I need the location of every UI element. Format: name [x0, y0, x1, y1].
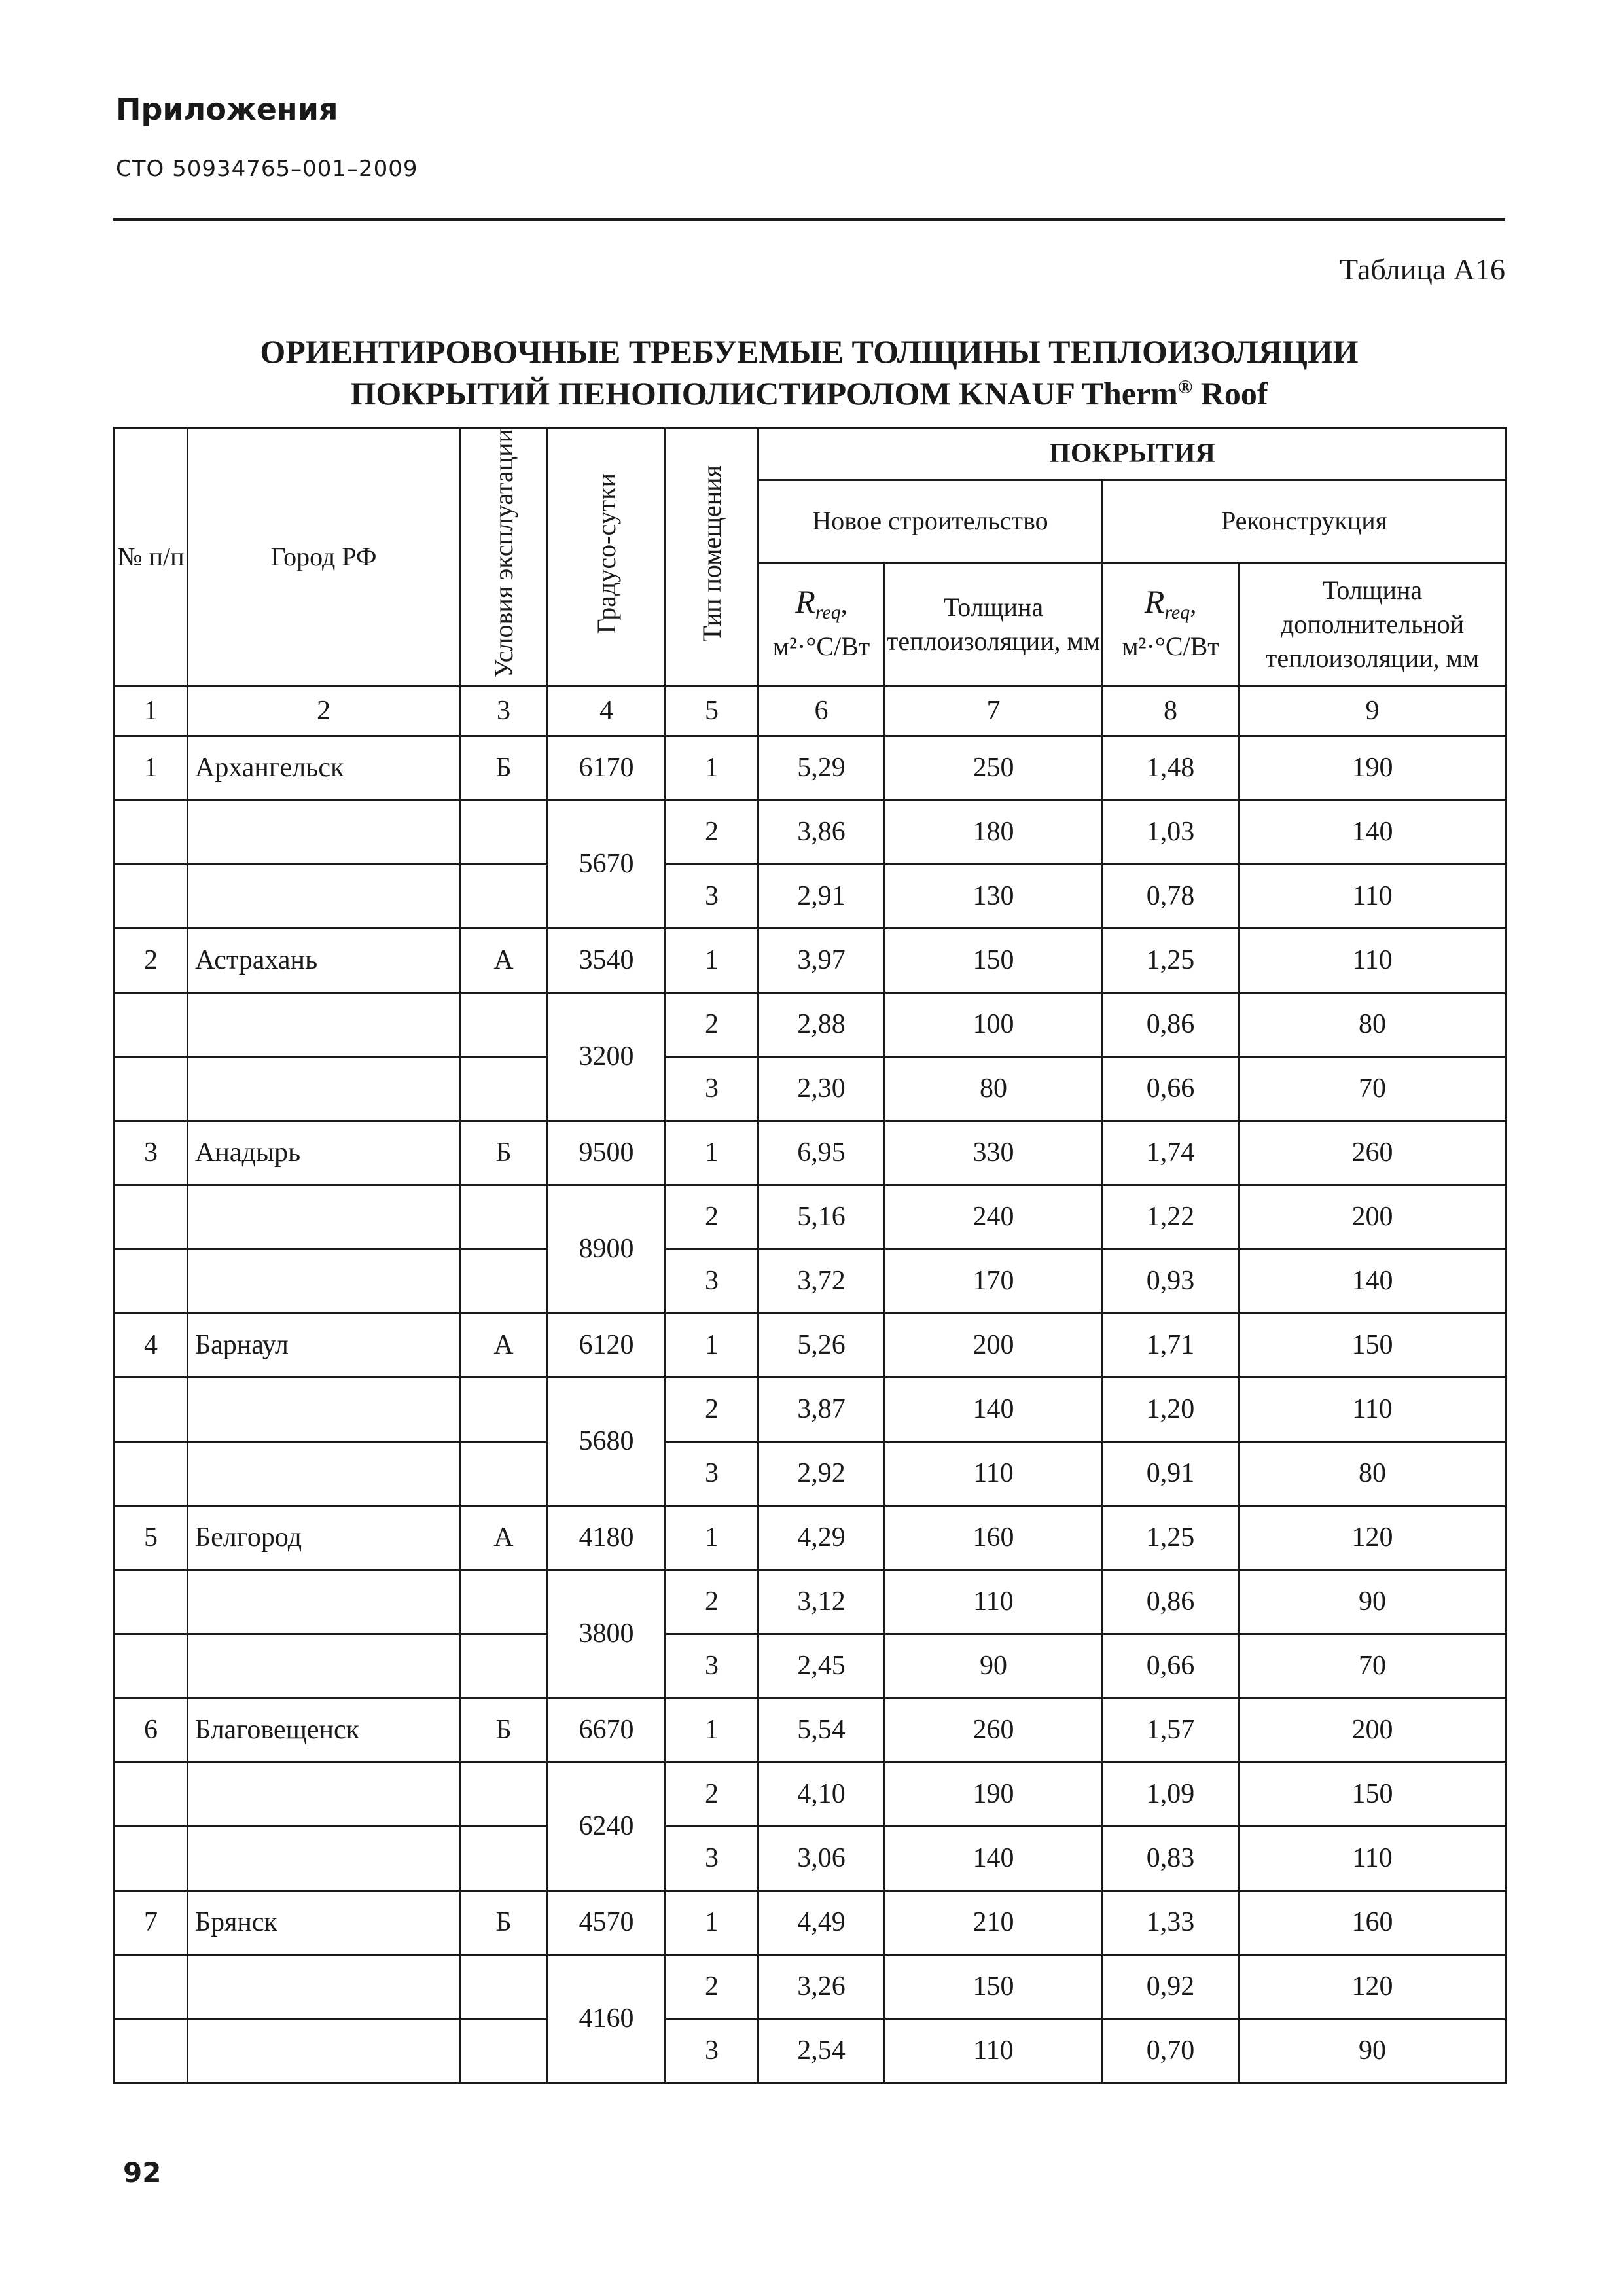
cell-city: Астрахань	[188, 928, 460, 992]
table-row	[115, 1185, 1507, 1249]
table-row	[115, 1762, 1507, 1826]
header-thickness-additional: Толщина дополнительной теплоизоляции, мм	[1239, 563, 1507, 687]
column-number: 2	[188, 686, 460, 736]
cell-degree-days: 3200	[548, 992, 666, 1121]
cell-conditions	[460, 1185, 548, 1249]
table-row	[115, 1826, 1507, 1890]
cell-degree-days: 8900	[548, 1185, 666, 1313]
cell-thickness-additional: 70	[1239, 1056, 1507, 1121]
cell-r-req-reconstruction: 1,48	[1103, 736, 1239, 800]
cell-room-type: 3	[666, 1441, 758, 1505]
table-row	[115, 1634, 1507, 1698]
cell-r-req-reconstruction: 1,25	[1103, 1505, 1239, 1570]
cell-thickness-additional: 120	[1239, 1954, 1507, 2018]
cell-conditions: А	[460, 1313, 548, 1377]
cell-room-type: 1	[666, 1890, 758, 1954]
cell-thickness-additional: 200	[1239, 1698, 1507, 1762]
cell-thickness-additional: 90	[1239, 2018, 1507, 2083]
header-new-construction: Новое строительство	[758, 480, 1103, 562]
cell-r-req-reconstruction: 0,91	[1103, 1441, 1239, 1505]
header-city: Город РФ	[188, 428, 460, 687]
cell-num	[115, 992, 188, 1056]
cell-conditions	[460, 2018, 548, 2083]
cell-thickness-new: 110	[885, 2018, 1103, 2083]
cell-conditions: А	[460, 928, 548, 992]
cell-conditions	[460, 1762, 548, 1826]
cell-degree-days: 5680	[548, 1377, 666, 1505]
cell-thickness-additional: 90	[1239, 1570, 1507, 1634]
table-row	[115, 800, 1507, 864]
cell-conditions	[460, 1441, 548, 1505]
cell-r-req-new: 5,26	[758, 1313, 885, 1377]
header-num: № п/п	[115, 428, 188, 687]
cell-city	[188, 992, 460, 1056]
cell-room-type: 3	[666, 1249, 758, 1313]
cell-r-req-new: 2,45	[758, 1634, 885, 1698]
table-row	[115, 1570, 1507, 1634]
cell-r-req-reconstruction: 1,33	[1103, 1890, 1239, 1954]
column-number: 5	[666, 686, 758, 736]
cell-r-req-new: 3,72	[758, 1249, 885, 1313]
cell-num	[115, 864, 188, 928]
cell-degree-days: 6120	[548, 1313, 666, 1377]
cell-r-req-reconstruction: 0,78	[1103, 864, 1239, 928]
table-row	[115, 2018, 1507, 2083]
cell-degree-days: 3540	[548, 928, 666, 992]
cell-thickness-additional: 160	[1239, 1890, 1507, 1954]
cell-conditions	[460, 992, 548, 1056]
cell-num	[115, 1185, 188, 1249]
cell-city: Барнаул	[188, 1313, 460, 1377]
cell-num: 7	[115, 1890, 188, 1954]
cell-city: Брянск	[188, 1890, 460, 1954]
cell-thickness-new: 140	[885, 1377, 1103, 1441]
table-title	[113, 331, 1505, 414]
cell-r-req-new: 5,16	[758, 1185, 885, 1249]
cell-num	[115, 1570, 188, 1634]
cell-degree-days: 6240	[548, 1762, 666, 1890]
cell-thickness-new: 260	[885, 1698, 1103, 1762]
cell-r-req-reconstruction: 0,66	[1103, 1634, 1239, 1698]
cell-city	[188, 1185, 460, 1249]
cell-conditions: Б	[460, 1121, 548, 1185]
cell-city	[188, 864, 460, 928]
table-row	[115, 736, 1507, 800]
cell-thickness-additional: 110	[1239, 928, 1507, 992]
cell-thickness-new: 130	[885, 864, 1103, 928]
cell-thickness-new: 250	[885, 736, 1103, 800]
cell-thickness-additional: 80	[1239, 992, 1507, 1056]
cell-room-type: 2	[666, 992, 758, 1056]
column-number: 3	[460, 686, 548, 736]
cell-thickness-new: 200	[885, 1313, 1103, 1377]
cell-thickness-new: 170	[885, 1249, 1103, 1313]
cell-num	[115, 1377, 188, 1441]
cell-conditions	[460, 1634, 548, 1698]
cell-thickness-new: 150	[885, 1954, 1103, 2018]
cell-degree-days: 9500	[548, 1121, 666, 1185]
cell-degree-days: 4160	[548, 1954, 666, 2083]
column-number: 4	[548, 686, 666, 736]
cell-room-type: 3	[666, 1826, 758, 1890]
cell-num	[115, 1826, 188, 1890]
table-row	[115, 1698, 1507, 1762]
table-row	[115, 1505, 1507, 1570]
cell-r-req-reconstruction: 1,03	[1103, 800, 1239, 864]
cell-num	[115, 2018, 188, 2083]
table-row	[115, 1441, 1507, 1505]
cell-city: Анадырь	[188, 1121, 460, 1185]
cell-room-type: 2	[666, 1762, 758, 1826]
cell-thickness-additional: 200	[1239, 1185, 1507, 1249]
cell-r-req-new: 5,54	[758, 1698, 885, 1762]
cell-num: 2	[115, 928, 188, 992]
column-number: 6	[758, 686, 885, 736]
cell-room-type: 1	[666, 736, 758, 800]
cell-thickness-new: 330	[885, 1121, 1103, 1185]
cell-city	[188, 2018, 460, 2083]
cell-thickness-additional: 140	[1239, 800, 1507, 864]
cell-degree-days: 5670	[548, 800, 666, 928]
cell-room-type: 3	[666, 1056, 758, 1121]
cell-city	[188, 1826, 460, 1890]
cell-r-req-new: 3,86	[758, 800, 885, 864]
cell-city: Благовещенск	[188, 1698, 460, 1762]
cell-thickness-additional: 190	[1239, 736, 1507, 800]
cell-thickness-additional: 110	[1239, 1377, 1507, 1441]
header-room-type: Тип помещения	[666, 428, 758, 687]
cell-room-type: 2	[666, 1954, 758, 2018]
table-row	[115, 992, 1507, 1056]
cell-r-req-reconstruction: 0,92	[1103, 1954, 1239, 2018]
cell-r-req-new: 3,26	[758, 1954, 885, 2018]
cell-conditions: Б	[460, 736, 548, 800]
header-thickness-new: Толщина теплоизоляции, мм	[885, 563, 1103, 687]
standard-code: СТО 50934765–001–2009	[116, 156, 418, 182]
cell-num	[115, 1954, 188, 2018]
header-rule	[113, 218, 1505, 221]
table-row	[115, 1890, 1507, 1954]
cell-r-req-new: 4,29	[758, 1505, 885, 1570]
cell-room-type: 2	[666, 1185, 758, 1249]
header-degree-days: Градусо-сутки	[548, 428, 666, 687]
cell-room-type: 3	[666, 864, 758, 928]
table-row	[115, 1056, 1507, 1121]
header-r-req-reconstruction: $R_{req}$, м²·°С/Вт	[1103, 563, 1239, 687]
table-row	[115, 864, 1507, 928]
cell-conditions	[460, 1249, 548, 1313]
cell-num: 1	[115, 736, 188, 800]
cell-r-req-reconstruction: 0,86	[1103, 992, 1239, 1056]
header-reconstruction: Реконструкция	[1103, 480, 1507, 562]
insulation-table	[113, 427, 1507, 2084]
cell-city	[188, 1570, 460, 1634]
cell-thickness-new: 80	[885, 1056, 1103, 1121]
cell-thickness-new: 240	[885, 1185, 1103, 1249]
cell-num	[115, 800, 188, 864]
cell-city	[188, 1056, 460, 1121]
cell-thickness-additional: 110	[1239, 1826, 1507, 1890]
cell-num: 4	[115, 1313, 188, 1377]
column-number: 1	[115, 686, 188, 736]
cell-r-req-new: 6,95	[758, 1121, 885, 1185]
cell-city	[188, 800, 460, 864]
cell-city: Архангельск	[188, 736, 460, 800]
cell-thickness-new: 140	[885, 1826, 1103, 1890]
header-conditions: Условия эксплуатации	[460, 428, 548, 687]
cell-thickness-new: 90	[885, 1634, 1103, 1698]
cell-conditions	[460, 864, 548, 928]
cell-thickness-new: 180	[885, 800, 1103, 864]
cell-r-req-new: 2,92	[758, 1441, 885, 1505]
cell-thickness-additional: 120	[1239, 1505, 1507, 1570]
cell-degree-days: 6170	[548, 736, 666, 800]
cell-num: 5	[115, 1505, 188, 1570]
table-label: Таблица А16	[1340, 253, 1505, 286]
cell-room-type: 3	[666, 2018, 758, 2083]
cell-degree-days: 6670	[548, 1698, 666, 1762]
table-row	[115, 928, 1507, 992]
cell-r-req-reconstruction: 1,57	[1103, 1698, 1239, 1762]
cell-city	[188, 1441, 460, 1505]
cell-r-req-new: 2,54	[758, 2018, 885, 2083]
header-coverings: ПОКРЫТИЯ	[758, 428, 1507, 480]
cell-room-type: 1	[666, 1698, 758, 1762]
cell-thickness-new: 210	[885, 1890, 1103, 1954]
cell-thickness-new: 160	[885, 1505, 1103, 1570]
cell-degree-days: 4180	[548, 1505, 666, 1570]
table-title-line-2: ПОКРЫТИЙ ПЕНОПОЛИСТИРОЛОМ KNAUF Therm® Roof	[350, 375, 1268, 412]
cell-degree-days: 3800	[548, 1570, 666, 1698]
cell-city	[188, 1954, 460, 2018]
header-r-req-new: $R_{req}$, м²·°С/Вт	[758, 563, 885, 687]
cell-r-req-new: 3,97	[758, 928, 885, 992]
cell-conditions: А	[460, 1505, 548, 1570]
cell-city	[188, 1634, 460, 1698]
cell-thickness-additional: 140	[1239, 1249, 1507, 1313]
column-number: 8	[1103, 686, 1239, 736]
cell-r-req-reconstruction: 0,83	[1103, 1826, 1239, 1890]
cell-thickness-additional: 260	[1239, 1121, 1507, 1185]
cell-r-req-new: 3,06	[758, 1826, 885, 1890]
cell-r-req-reconstruction: 0,93	[1103, 1249, 1239, 1313]
cell-num	[115, 1762, 188, 1826]
cell-r-req-reconstruction: 1,74	[1103, 1121, 1239, 1185]
table-body	[115, 736, 1507, 2083]
cell-r-req-reconstruction: 1,71	[1103, 1313, 1239, 1377]
cell-r-req-new: 4,10	[758, 1762, 885, 1826]
cell-r-req-new: 2,91	[758, 864, 885, 928]
cell-conditions	[460, 1826, 548, 1890]
cell-room-type: 1	[666, 1121, 758, 1185]
cell-thickness-new: 150	[885, 928, 1103, 992]
cell-num	[115, 1634, 188, 1698]
table-row	[115, 1121, 1507, 1185]
cell-r-req-new: 2,88	[758, 992, 885, 1056]
cell-r-req-new: 3,87	[758, 1377, 885, 1441]
cell-thickness-new: 110	[885, 1441, 1103, 1505]
cell-room-type: 2	[666, 1570, 758, 1634]
cell-conditions: Б	[460, 1698, 548, 1762]
cell-num: 3	[115, 1121, 188, 1185]
cell-r-req-reconstruction: 1,22	[1103, 1185, 1239, 1249]
cell-r-req-reconstruction: 1,09	[1103, 1762, 1239, 1826]
cell-r-req-reconstruction: 0,66	[1103, 1056, 1239, 1121]
cell-num	[115, 1441, 188, 1505]
column-number: 7	[885, 686, 1103, 736]
cell-conditions: Б	[460, 1890, 548, 1954]
table-title-line-1: ОРИЕНТИРОВОЧНЫЕ ТРЕБУЕМЫЕ ТОЛЩИНЫ ТЕПЛОИЗОЛЯЦИИ	[260, 333, 1359, 370]
cell-city	[188, 1249, 460, 1313]
table-row	[115, 1249, 1507, 1313]
table-row	[115, 1377, 1507, 1441]
section-title: Приложения	[116, 92, 338, 127]
cell-conditions	[460, 1954, 548, 2018]
cell-thickness-additional: 150	[1239, 1313, 1507, 1377]
cell-room-type: 1	[666, 1313, 758, 1377]
column-number-row	[115, 686, 1507, 736]
cell-city	[188, 1377, 460, 1441]
cell-thickness-new: 110	[885, 1570, 1103, 1634]
table-header	[115, 428, 1507, 736]
cell-r-req-new: 2,30	[758, 1056, 885, 1121]
cell-r-req-reconstruction: 1,20	[1103, 1377, 1239, 1441]
cell-room-type: 1	[666, 1505, 758, 1570]
cell-thickness-additional: 150	[1239, 1762, 1507, 1826]
cell-conditions	[460, 1056, 548, 1121]
cell-room-type: 1	[666, 928, 758, 992]
table-row	[115, 1954, 1507, 2018]
cell-room-type: 2	[666, 800, 758, 864]
cell-num: 6	[115, 1698, 188, 1762]
cell-thickness-additional: 80	[1239, 1441, 1507, 1505]
cell-r-req-reconstruction: 0,86	[1103, 1570, 1239, 1634]
page-number: 92	[123, 2157, 162, 2189]
cell-room-type: 2	[666, 1377, 758, 1441]
cell-conditions	[460, 1570, 548, 1634]
cell-r-req-new: 5,29	[758, 736, 885, 800]
cell-num	[115, 1249, 188, 1313]
cell-room-type: 3	[666, 1634, 758, 1698]
column-number: 9	[1239, 686, 1507, 736]
cell-city	[188, 1762, 460, 1826]
cell-r-req-reconstruction: 1,25	[1103, 928, 1239, 992]
cell-city: Белгород	[188, 1505, 460, 1570]
cell-thickness-new: 190	[885, 1762, 1103, 1826]
cell-conditions	[460, 800, 548, 864]
cell-num	[115, 1056, 188, 1121]
cell-thickness-additional: 110	[1239, 864, 1507, 928]
cell-r-req-new: 3,12	[758, 1570, 885, 1634]
cell-r-req-reconstruction: 0,70	[1103, 2018, 1239, 2083]
table-row	[115, 1313, 1507, 1377]
cell-conditions	[460, 1377, 548, 1441]
cell-thickness-additional: 70	[1239, 1634, 1507, 1698]
cell-r-req-new: 4,49	[758, 1890, 885, 1954]
cell-thickness-new: 100	[885, 992, 1103, 1056]
cell-degree-days: 4570	[548, 1890, 666, 1954]
